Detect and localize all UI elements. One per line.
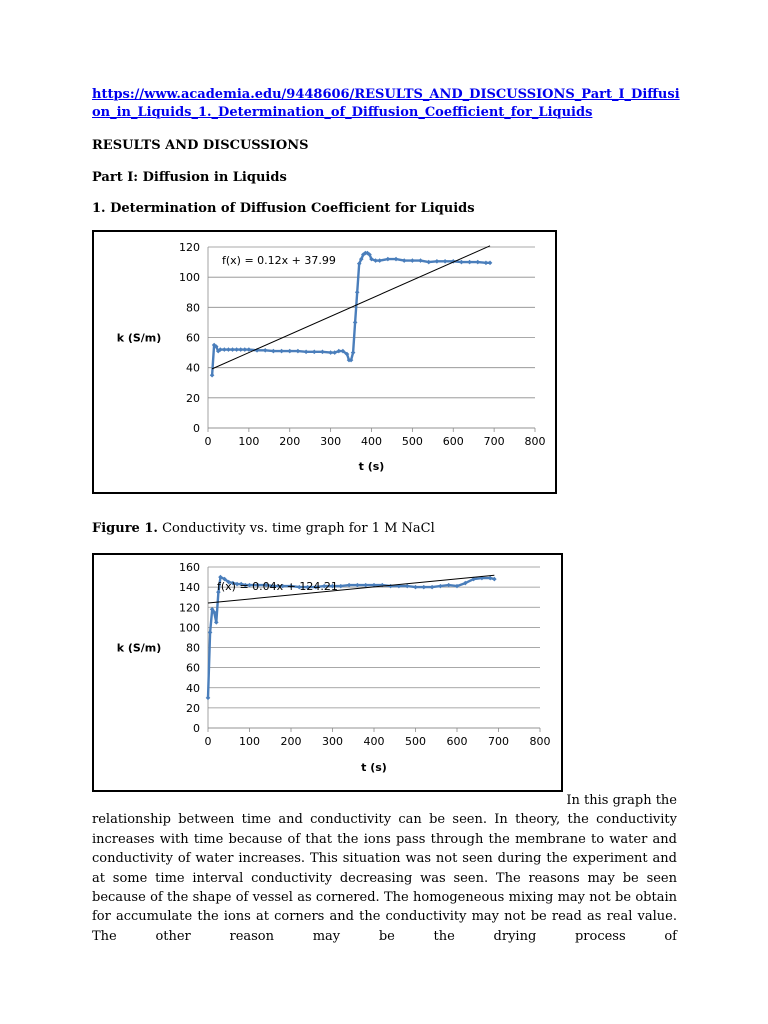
chart1-y-tick-label: 60 xyxy=(186,661,200,675)
chart0-data-point xyxy=(475,260,480,265)
chart0-x-tick-label: 500 xyxy=(401,435,423,448)
chart0-data-point xyxy=(226,347,231,352)
chart1-data-point xyxy=(492,577,497,582)
chart1-data-point xyxy=(363,583,368,588)
chart0-data-point xyxy=(386,257,391,262)
chart0-data-point xyxy=(355,290,360,295)
chart0-data-point xyxy=(263,348,268,353)
chart0-data-point xyxy=(353,320,358,325)
chart1-x-tick-label: 500 xyxy=(405,735,426,748)
chart0-x-tick-label: 200 xyxy=(279,435,301,448)
chart0-data-point xyxy=(484,261,489,266)
chart0-x-tick-label: 800 xyxy=(524,435,546,448)
chart0-y-tick-label: 120 xyxy=(179,241,200,254)
chart0-data-point xyxy=(418,258,423,263)
chart0-data-point xyxy=(279,349,284,354)
chart1-data-point xyxy=(214,620,219,625)
chart1-y-tick-label: 80 xyxy=(186,641,200,655)
chart1-data-point xyxy=(339,584,344,589)
chart1-y-tick-label: 0 xyxy=(193,722,200,735)
chart0-y-tick-label: 40 xyxy=(186,361,200,375)
chart0-x-tick-label: 0 xyxy=(204,435,212,448)
chart0-data-point xyxy=(435,259,440,264)
figure-1-text: Conductivity vs. time graph for 1 M NaCl xyxy=(157,521,435,536)
chart0-data-point xyxy=(402,258,407,263)
chart0-data-point xyxy=(488,261,493,266)
chart0-data-point xyxy=(320,350,325,355)
chart0-data-point xyxy=(210,373,215,378)
chart0-data-point xyxy=(410,258,415,263)
chart1-series-line xyxy=(208,577,494,698)
chart0-data-point xyxy=(443,259,448,264)
chart1-data-point xyxy=(430,585,435,590)
chart0-data-point xyxy=(287,349,292,354)
chart1-x-tick-label: 700 xyxy=(488,735,509,748)
chart1-x-tick-label: 0 xyxy=(204,735,212,748)
chart0-x-tick-label: 400 xyxy=(361,435,382,448)
figure-1-plot xyxy=(94,232,555,492)
chart0-data-point xyxy=(394,257,399,262)
chart0-data-point xyxy=(271,349,276,354)
chart0-trendline-equation: f(x) = 0.12x + 37.99 xyxy=(222,254,336,267)
figure-1-chart xyxy=(92,230,557,494)
part-heading: Part I: Diffusion in Liquids xyxy=(92,170,287,185)
chart1-data-point xyxy=(405,584,410,589)
chart0-y-tick-label: 80 xyxy=(186,301,200,315)
chart1-x-tick-label: 800 xyxy=(529,735,551,748)
chart0-y-tick-label: 0 xyxy=(193,422,200,435)
figure-2-chart xyxy=(92,553,563,792)
chart0-data-point xyxy=(222,347,227,352)
chart1-y-tick-label: 160 xyxy=(179,561,200,574)
chart1-x-tick-label: 300 xyxy=(322,735,343,748)
chart0-x-tick-label: 700 xyxy=(483,435,505,448)
chart0-y-tick-label: 20 xyxy=(186,391,200,405)
chart1-y-tick-label: 20 xyxy=(186,701,200,715)
chart1-y-tick-label: 40 xyxy=(186,681,200,695)
chart0-x-tick-label: 100 xyxy=(238,435,260,448)
chart1-data-point xyxy=(446,583,451,588)
paragraph-body: relationship between time and conductivity can be seen. In theory, the conductivity increases with time because of that the ions pass through the membrane to water and conductivity of water increases. This situation was not seen during the experiment and at some time interval conductivity decreasing was seen. The reasons may be seen because of the shape of vessel as cornered. The homogeneous mixing may not be obtain for accumulate the ions at corners and the conductivity may not be read as real value. The other reason may be the drying process of xyxy=(92,812,677,944)
chart0-data-point xyxy=(247,347,252,352)
chart1-data-point xyxy=(206,696,211,701)
chart1-y-tick-label: 100 xyxy=(179,621,200,635)
chart0-data-point xyxy=(377,258,382,263)
chart1-x-tick-label: 200 xyxy=(280,735,302,748)
section-heading: 1. Determination of Diffusion Coefficient for Liquids xyxy=(92,201,475,216)
chart1-x-axis-title: t (s) xyxy=(361,761,387,774)
chart1-y-tick-label: 120 xyxy=(179,601,200,615)
chart0-data-point xyxy=(426,260,431,265)
chart0-data-point xyxy=(238,347,243,352)
figure-1-label: Figure 1. xyxy=(92,521,158,536)
chart1-x-tick-label: 600 xyxy=(446,735,468,748)
chart1-data-point xyxy=(413,585,418,590)
results-heading: RESULTS AND DISCUSSIONS xyxy=(92,138,309,153)
chart0-y-axis-title: k (S/m) xyxy=(116,331,162,345)
figure-1-caption xyxy=(92,521,435,536)
chart1-data-point xyxy=(355,583,360,588)
chart1-data-point xyxy=(388,584,393,589)
chart0-data-point xyxy=(234,347,239,352)
chart0-x-tick-label: 300 xyxy=(320,435,342,448)
chart0-x-tick-label: 600 xyxy=(442,435,464,448)
chart0-series-line xyxy=(212,253,490,375)
paragraph-first-line: In this graph the xyxy=(566,793,677,808)
chart1-data-point xyxy=(347,583,352,588)
chart1-y-tick-label: 140 xyxy=(179,581,200,595)
chart0-data-point xyxy=(242,347,247,352)
source-url-link[interactable]: https://www.academia.edu/9448606/RESULTS_AND_DISCUSSIONS_Part_I_Diffusion_in_Liquids_1._Determination_of_Diffusion_Coefficient_for_Liquids xyxy=(92,87,680,120)
chart1-data-point xyxy=(438,584,443,589)
chart0-data-point xyxy=(467,260,472,265)
chart1-data-point xyxy=(422,585,427,590)
chart0-y-tick-label: 60 xyxy=(186,331,200,345)
chart0-data-point xyxy=(230,347,235,352)
discussion-paragraph xyxy=(92,791,677,946)
chart1-x-tick-label: 400 xyxy=(363,735,385,748)
figure-2-plot xyxy=(94,555,561,790)
chart1-data-point xyxy=(208,630,213,635)
chart0-x-axis-title: t (s) xyxy=(358,460,385,473)
chart1-y-axis-title: k (S/m) xyxy=(116,641,162,655)
chart0-data-point xyxy=(459,260,464,265)
chart0-y-tick-label: 100 xyxy=(179,271,200,285)
chart0-data-point xyxy=(312,350,317,355)
chart0-data-point xyxy=(296,349,301,354)
chart0-data-point xyxy=(304,350,309,355)
chart0-data-point xyxy=(328,350,333,355)
chart1-x-tick-label: 100 xyxy=(239,735,260,748)
chart1-trendline-equation: f(x) = 0.04x + 124.21 xyxy=(217,580,338,593)
